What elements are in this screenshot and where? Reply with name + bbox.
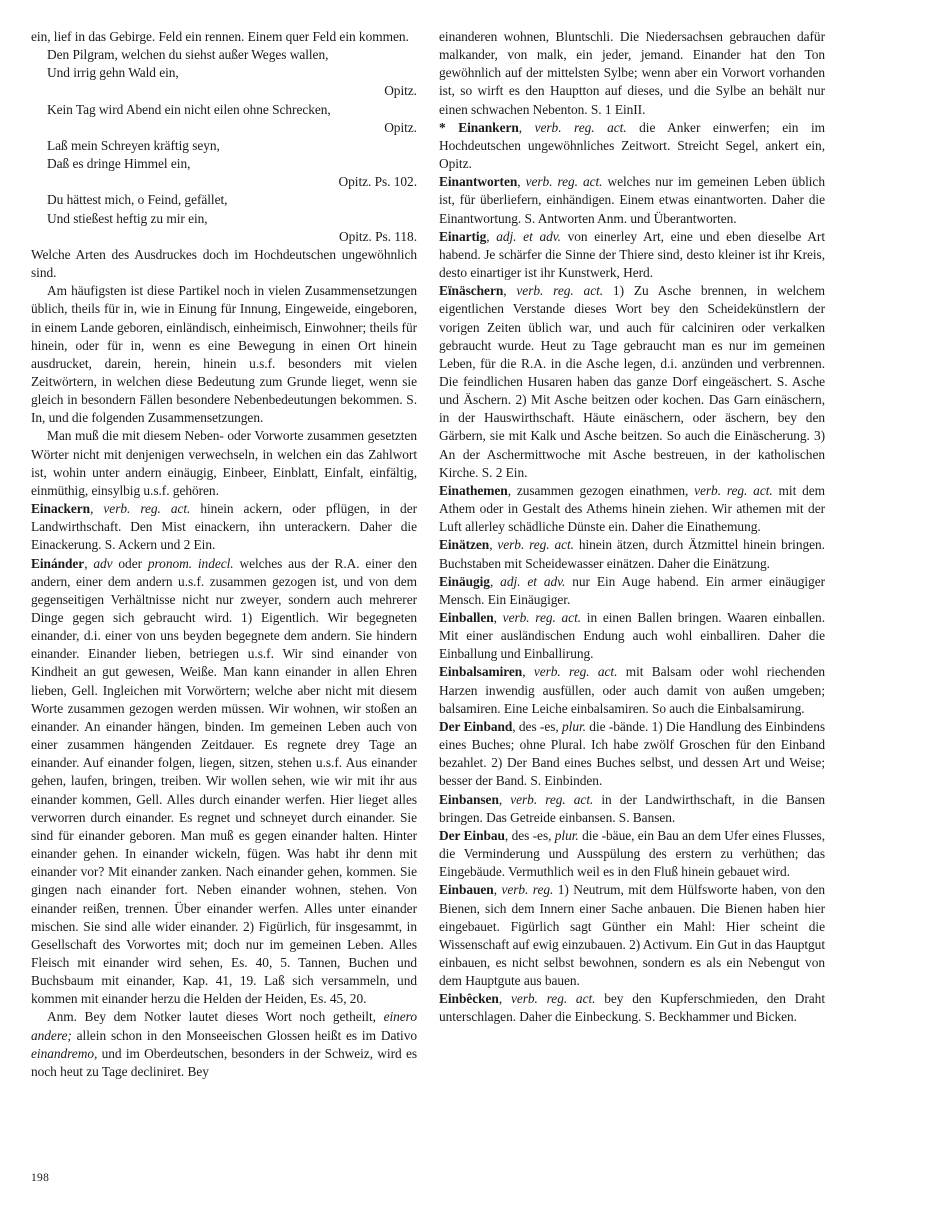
paragraph: ein, lief in das Gebirge. Feld ein rennen. Einem quer Feld ein kommen. bbox=[31, 29, 409, 44]
entry-marker: * bbox=[439, 119, 459, 135]
headword: Eïnäschern bbox=[439, 283, 504, 299]
headword: Einbauen bbox=[439, 882, 494, 898]
grammar-label: plur. bbox=[562, 718, 586, 734]
headword: Der Einbau bbox=[439, 827, 505, 843]
entry-text: , des -es, bbox=[512, 718, 563, 734]
entry-einbalsamiren: Einbalsamiren, verb. reg. act. mit Balsam oder wohl riechenden Harzen inwendig ausfüllen, oder auch damit von außen umgeben; balsamiren. Eine Leiche einbalsamiren. So auch die Einbalsamirung. bbox=[439, 664, 825, 716]
paragraph: Man muß die mit diesem Neben- oder Vorworte zusammen gesetzten Wörter nicht mit denjenigen verwechseln, in welchen ein das Zahlwort ist, wohin unter andern einäugig, Einbeer, Einblatt, Einfalt, einfältig, einmüthig, einsylbig u.s.f. gehören. bbox=[31, 428, 417, 498]
entry-text: mit dem Athem oder in Gestalt des Athems hinein ziehen. Wir athemen mit der Luft allerley schädliche Dünste ein. Daher die Einathemung. bbox=[439, 482, 825, 535]
grammar-label: adv bbox=[93, 555, 113, 571]
headword: Einankern bbox=[458, 119, 519, 135]
paragraph: Am häufigsten ist diese Partikel noch in vielen Zusammensetzungen üblich, theils für in, wie in Einung für Innung, Eingeweide, eingeboren, in einem Lande geboren, einländisch, einheimisch, Einwohner; theils für hinein, oder für in, wenn es eine Bewegung in einen Ort hinein ausdrucket, darein, herein, hinein u.s.f. besonders mit vielen Zeitwörtern, in welchen diese Bedeutung zum Grunde lieget, wenn sie gleich in besondern Fällen besondere Nebenbedeutungen bekommen. S. In, und die folgenden Zusammensetzungen. bbox=[31, 283, 417, 426]
verse-line: Laß mein Schreyen kräftig seyn, bbox=[47, 137, 220, 153]
headword: Einbalsamiren bbox=[439, 664, 523, 680]
grammar-label: verb. reg. act. bbox=[497, 537, 574, 553]
entry-text: in der Landwirthschaft, in die Bansen bringen. Das Getreide einbansen. S. Bansen. bbox=[439, 791, 825, 825]
entry-text: 1) Neutrum, mit dem Hülfsworte haben, von den Bienen, sich dem Innern einer Sache anbauen. Die Bienen haben hier eingebauet. Figürlich sagt Günther ein Mahl: Hier scheint die Wissenschaft auf ewig einzubauen. 2) Activum. Ein Gut in das Hauptgut einbauen, es nicht selbst bewohnen, sondern es als ein Nebengut von dem Hauptgute aus bauen. bbox=[439, 882, 825, 989]
entry-text: in einen Ballen bringen. Waaren einballen. Mit einer ausländischen Endung auch wohl einballiren. Daher die Einballung und Einballirung. bbox=[439, 610, 825, 662]
entry-einaetzen: Einätzen, verb. reg. act. hinein ätzen, durch Ätzmittel hinein bringen. Buchstaben mit Scheidewasser einätzen. Daher die Einätzung. bbox=[439, 537, 825, 571]
grammar-label: adj. et adv. bbox=[496, 228, 561, 244]
grammar-label: verb. reg. act. bbox=[502, 610, 582, 625]
grammar-label: verb. reg. act. bbox=[694, 482, 773, 498]
entry-text: welches nur im gemeinen Leben üblich ist, für überliefern, einhändigen. Einem etwas einantworten. Daher die Einantwortung. S. Antworten Anm. und Überantworten. bbox=[439, 174, 825, 226]
entry-text: von einerley Art, eine und eben dieselbe Art habend. Je schärfer die Sinne der Thiere sind, desto kleiner ist ihr Kreis, desto einartiger ist ihr Kunstwerk, Herd. bbox=[439, 228, 825, 281]
headword: Einätzen bbox=[439, 537, 490, 553]
grammar-label: plur. bbox=[554, 827, 579, 843]
headword: Einantworten bbox=[439, 174, 518, 190]
note-italic: einero andere; bbox=[31, 1009, 417, 1043]
grammar-label: verb. reg. act. bbox=[534, 119, 627, 135]
entry-text: , des -es, bbox=[504, 827, 555, 843]
entry-text: welches aus der R.A. einer den andern, einer dem andern u.s.f. zusammen gezogen ist, und von dem gegenseitigen Verhältnisse nicht nur zweyer, sondern auch mehrerer Dinge gegen sich gebraucht wird. 1) Eigentlich. Wir begegneten einander, d.i. einer von uns beyden begegnete dem andern. Sie hindern einander. Einander lieben, betriegen u.s.f. Wir sind einander von Kindheit an gut gewesen, Weiße. Man kann einander in allen Ehren lieben, Gell. Ingleichen mit Vorwörtern; welche aber nicht mit diesem Worte zusammen gezogen werden müssen. Wir wohnen, wir stoßen an einander. An einander hängen, binden. Im gemeinen Leben auch von einer zusammen hängenden Zeitdauer. Es regnete drey Tage an einander. Auf einander folgen, liegen, sitzen, stehen u.s.f. Aus einander gehen, laufen, bringen, treiben. Wir wollen sehen, wie wir mit ihr aus einander kommen, Gell. Alles durch einander werfen. Hier lieget alles verworren durch einander. Es regnet und schneyet durch einander. Sie sind für einander geboren. Man muß es gegen einander halten. Hinter einander gehen. In einander wickeln, fügen. Was habt ihr denn mit einander vor? Mit einander zanken. Nach einander gehen, kommen. Sie gingen nach einander fort. Neben einander wohnen, stehen. Von einander reißen, trennen. Über einander werfen. Alles unter einander mischen. Sie sind alle wider einander. 2) Figürlich, für insgesammt, in Gesellschaft des Vorwortes mit; doch nur im gemeinen Leben. Alles Fleisch mit einander wird sehen, Es. 40, 5. Tannen, Buchen und Buchsbaum mit einander, Kap. 41, 19. Laß sich versammeln, und kommen mit einander herzu die Helden der Heiden, Es. 45, 20. bbox=[31, 555, 417, 1007]
entry-einbau bbox=[439, 827, 825, 881]
entry-text: nur Ein Auge habend. Ein armer einäugiger Mensch. Ein Einäugiger. bbox=[439, 573, 825, 607]
grammar-label: pronom. indecl. bbox=[147, 555, 234, 571]
right-column bbox=[439, 28, 825, 1027]
headword: Einackern bbox=[31, 501, 91, 517]
entry-text: 1) Zu Asche brennen, in welchem eigentlichen Verstande dieses Wort bey den Scheidekünstlern der vorigen Zeiten üblich war, und auch für calciniren oder verkalken gebraucht wurde. Heut zu Tage gebraucht man es nur im gemeinen Leben, für die R.A. in die Asche legen, d.i. anzünden und verbrennen. Die feindlichen Husaren haben das ganze Dorf eingeäschert. S. Asche und Äschern. 2) Mit Asche beitzen oder kochen. Das Garn einäschern, in der Hauswirthschaft. Häute einäschern, oder äschern, bey den Gärbern, sie mit Kalk und Asche beitzen. So auch die Einäscherung. 3) An der Aschermittwoche mit Asche bestreuen, in der katholischen Kirche. S. 2 Ein. bbox=[439, 283, 825, 480]
entry-text: hinein ätzen, durch Ätzmittel hinein bringen. Buchstaben mit Scheidewasser einätzen. Daher die Einätzung. bbox=[439, 537, 825, 571]
headword: Einartig bbox=[439, 228, 487, 244]
verse-line: Daß es dringe Himmel ein, bbox=[47, 156, 191, 172]
grammar-label: verb. reg. act. bbox=[533, 664, 618, 680]
entry-text: oder bbox=[112, 555, 148, 571]
entry-einaeugig: Einäugig, adj. et adv. nur Ein Auge habend. Ein armer einäugiger Mensch. Ein Einäugiger. bbox=[439, 573, 825, 607]
entry-einbauen: Einbauen, verb. reg. 1) Neutrum, mit dem Hülfsworte haben, von den Bienen, sich dem Innern einer Sache anbauen. Die Bienen haben hier eingebauet. Figürlich sagt Günther ein Mahl: Hier scheint die Wissenschaft auf ewig einzubauen. 2) Activum. Ein Gut in das Hauptgut einbauen, es nicht selbst bewohnen, sondern es als ein Nebengut von dem Hauptgute aus bauen. bbox=[439, 882, 825, 989]
note-italic: einandremo, bbox=[31, 1045, 98, 1061]
entry-text: die -bäue, ein Bau an dem Ufer eines Flusses, die Verminderung und Ausspülung des erstern zu verhüthen; das Eingebäude. Vermuthlich weil es in den Fluß hinein gebauet wird. bbox=[439, 827, 825, 880]
verse-line: Und irrig gehn Wald ein, bbox=[47, 65, 179, 81]
paragraph: einanderen wohnen, Bluntschli. Die Niedersachsen gebrauchen dafür malkander, von malk, ein jeder, jemand. Einander hat den Ton gewöhnlich auf der mittelsten Sylbe; wenn aber ein Vorwort vorhanden ist, so wirft es den Hauptton auf dieses, und die Sylbe an behält nur einen schwachen Nebenton. S. 1 EinII. bbox=[439, 29, 825, 117]
entry-einathemen bbox=[439, 482, 825, 536]
grammar-label: verb. reg. act. bbox=[516, 283, 604, 299]
headword: Einäugig bbox=[439, 573, 490, 589]
entry-text: , zusammen gezogen einathmen, bbox=[507, 482, 695, 498]
verse-line: Du hättest mich, o Feind, gefället, bbox=[47, 192, 228, 208]
entry-einbansen: Einbansen, verb. reg. act. in der Landwirthschaft, in die Bansen bringen. Das Getreide einbansen. S. Bansen. bbox=[439, 791, 825, 825]
entry-einander: Einánder, adv oder pronom. indecl. welches aus der R.A. einer den andern, einer dem andern u.s.f. zusammen gezogen ist, und von dem gegenseitigen Verhältnisse nicht nur zweyer, sondern auch mehrerer Dinge gegen sich gebraucht wird. 1) Eigentlich. Wir begegneten einander, d.i. einer von uns beyden begegnete dem andern. Sie hindern einander. Einander lieben, betriegen u.s.f. Wir sind einander von Kindheit an gut gewesen, Weiße. Man kann einander in allen Ehren lieben, Gell. Ingleichen mit Vorwörtern; welche aber nicht mit diesem Worte zusammen gezogen werden müssen. Wir wohnen, wir stoßen an einander. An einander hängen, binden. Im gemeinen Leben auch von einer zusammen hängenden Zeitdauer. Es regnete drey Tage an einander. Auf einander folgen, liegen, sitzen, stehen u.s.f. Aus einander gehen, laufen, bringen, treiben. Wir wollen sehen, wie wir mit ihr aus einander kommen, Gell. Alles durch einander werfen. Hier lieget alles verworren durch einander. Es regnet und schneyet durch einander. Sie sind für einander geboren. Man muß es gegen einander halten. Hinter einander gehen. In einander wickeln, fügen. Was habt ihr denn mit einander vor? Mit einander zanken. Nach einander gehen, kommen. Sie gingen nach einander fort. Neben einander wohnen, stehen. Von einander reißen, trennen. Über einander werfen. Alles unter einander mischen. Sie sind alle wider einander. 2) Figürlich, für insgesammt, in Gesellschaft des Vorwortes mit; doch nur im gemeinen Leben. Alles Fleisch mit einander wird sehen, Es. 40, 5. Tannen, Buchen und Buchsbaum mit einander, Kap. 41, 19. Laß sich versammeln, und kommen mit einander herzu die Helden der Heiden, Es. 45, 20. bbox=[31, 555, 417, 1007]
headword: Einbansen bbox=[439, 791, 499, 807]
entry-text: bey den Kupferschmieden, den Draht unterschlagen. Daher die Einbeckung. S. Beckhammer und Bicken. bbox=[439, 991, 825, 1025]
quote-source: Opitz. bbox=[384, 83, 417, 99]
headword: Einánder bbox=[31, 555, 85, 571]
note-text: und im Oberdeutschen, besonders in der Schweiz, wird es noch heut zu Tage decliniret. Bey bbox=[31, 1045, 417, 1079]
quote-source: Opitz. Ps. 118. bbox=[339, 228, 417, 244]
grammar-label: verb. reg. bbox=[501, 882, 554, 898]
entry-text: die Anker einwerfen; ein im Hochdeutschen ungewöhnliches Zeitwort. Streicht Segel, ankert ein, Opitz. bbox=[439, 119, 825, 172]
entry-text: hinein ackern, oder pflügen, in der Landwirthschaft. Den Mist einackern, ihn unterackern. Daher die Einackerung. S. Ackern und 2 Ein. bbox=[31, 501, 417, 553]
page-number: 198 bbox=[31, 1172, 50, 1184]
grammar-label: verb. reg. act. bbox=[510, 991, 596, 1007]
note-text: allein schon in den Monseeischen Glossen heißt es im Dativo bbox=[71, 1027, 417, 1043]
verse-line: Den Pilgram, welchen du siehst außer Weges wallen, bbox=[47, 47, 329, 63]
entry-einaeschern: Eïnäschern, verb. reg. act. 1) Zu Asche brennen, in welchem eigentlichen Verstande dieses Wort bey den Scheidekünstlern der vorigen Zeiten üblich war, und auch für calciniren oder verkalken gebraucht wurde. Heut zu Tage gebraucht man es nur im gemeinen Leben, für die R.A. in die Asche legen, d.i. anzünden und verbrennen. Die feindlichen Husaren haben das ganze Dorf eingeäschert. S. Asche und Äschern. 2) Mit Asche beitzen oder kochen. Das Garn einäschern, in der Hauswirthschaft. Häute einäschern, oder äschern, bey den Gärbern, sie mit Kalk und Asche beitzen. So auch die Einäscherung. 3) An der Aschermittwoche mit Asche bestreuen, in der katholischen Kirche. S. 2 Ein. bbox=[439, 283, 825, 480]
entry-einbecken: Einbêcken, verb. reg. act. bey den Kupferschmieden, den Draht unterschlagen. Daher die Einbeckung. S. Beckhammer und Bicken. bbox=[439, 991, 825, 1025]
grammar-label: verb. reg. act. bbox=[525, 174, 603, 190]
quote-source: Opitz. bbox=[384, 119, 417, 135]
headword: Einballen bbox=[439, 610, 494, 625]
left-column bbox=[31, 28, 417, 1081]
verse-line: Und stießest heftig zu mir ein, bbox=[47, 210, 208, 226]
headword: Einathemen bbox=[439, 482, 508, 498]
entry-einackern: Einackern, verb. reg. act. hinein ackern, oder pflügen, in der Landwirthschaft. Den Mist einackern, ihn unterackern. Daher die Einackerung. S. Ackern und 2 Ein. bbox=[31, 501, 417, 553]
entry-text: die -bände. 1) Die Handlung des Einbindens eines Buches; ohne Plural. Ich habe zwölf Groschen für den Einband bezahlet. 2) Der Band eines Buches selbst, und dessen Art und Weise; besser der Band. S. Einbinden. bbox=[439, 718, 826, 789]
verse-line: Kein Tag wird Abend ein nicht eilen ohne Schrecken, bbox=[47, 101, 331, 117]
entry-einband bbox=[439, 718, 825, 791]
grammar-label: verb. reg. act. bbox=[510, 791, 594, 807]
grammar-label: verb. reg. act. bbox=[103, 501, 191, 517]
note-paragraph bbox=[31, 1008, 417, 1081]
grammar-label: adj. et adv. bbox=[500, 573, 566, 589]
entry-einantworten: Einantworten, verb. reg. act. welches nur im gemeinen Leben üblich ist, für überliefern, einhändigen. Einem etwas einantworten. Daher die Einantwortung. S. Antworten Anm. und Überantworten. bbox=[439, 174, 825, 226]
headword: Der Einband bbox=[439, 718, 513, 734]
entry-text: mit Balsam oder wohl riechenden Harzen inwendig ausfüllen, oder auch damit von außen umgeben; balsamiren. Eine Leiche einbalsamiren. So auch die Einbalsamirung. bbox=[439, 664, 825, 716]
entry-einballen: Einballen, verb. reg. act. in einen Ballen bringen. Waaren einballen. Mit einer ausländischen Endung auch wohl einballiren. Daher die Einballung und Einballirung. bbox=[439, 610, 825, 662]
entry-einartig: Einartig, adj. et adv. von einerley Art, eine und eben dieselbe Art habend. Je schärfer die Sinne der Thiere sind, desto kleiner ist ihr Kreis, desto einartiger ist ihr Kunstwerk, Herd. bbox=[439, 228, 825, 281]
quote-source: Opitz. Ps. 102. bbox=[338, 174, 417, 190]
note-text: Anm. Bey dem Notker lautet dieses Wort noch getheilt, bbox=[47, 1009, 384, 1025]
paragraph: Welche Arten des Ausdruckes doch im Hochdeutschen ungewöhnlich sind. bbox=[31, 246, 417, 281]
entry-einankern: * Einankern, verb. reg. act. die Anker einwerfen; ein im Hochdeutschen ungewöhnliches Zeitwort. Streicht Segel, ankert ein, Opitz. bbox=[439, 119, 825, 172]
headword: Einbêcken bbox=[439, 991, 499, 1007]
